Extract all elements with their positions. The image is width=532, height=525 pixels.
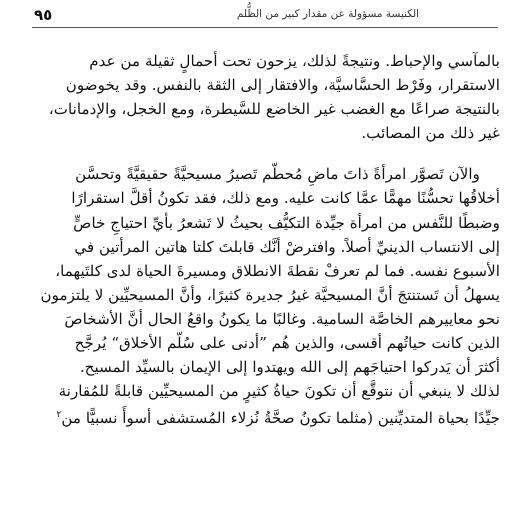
text-line-part: جيِّدًا بحياة المتديِّنين (مثلما تكونُ صحَّةُ نُزلاء المُستشفى أسوأَ نسبيًّا من [61, 409, 500, 428]
text-line: بالنتيجة صراعًا مع الغضب غير الخاضع للسَّيطرة، ومع الخجل، والإدمانات، [48, 100, 500, 119]
header-divider [32, 27, 498, 28]
text-line: بالمآسي والإحباط. ونتيجةً لذلك، يزحون تحت أحمالٍ ثقيلة من عدم [89, 52, 500, 70]
text-line: غير ذلك من المصائب. [361, 124, 500, 143]
text-line: يسهلُ أن تَستنتجَ أنَّ المسيحيَّة غيرُ جديرة كثيرًا، وأنَّ المسيحيِّين لا يلتزمون [40, 285, 500, 304]
footnote-marker: ٢ [56, 410, 62, 421]
text-line [32, 403, 500, 427]
text-line: أخلاقُها تحسُّنًا مهمًّا عمَّا كانت عليه. ومع ذلك، فقد تكونُ أقلَّ استقرارًا [71, 189, 500, 208]
text-line: إلى الانتساب الدينيِّ أصلاً. وافترضْ أنَّك قابلتَ كلتا هاتين المرأتين في [74, 237, 500, 256]
text-line: والآن تَصوَّر امرأةً ذاتَ ماضٍ مُحطَّم تَصيرُ مسيحيَّةً حقيقيَّةً وتحسَّن [75, 165, 480, 184]
paragraph-2 [32, 162, 500, 427]
page-number: ٩٥ [34, 6, 53, 24]
text-line: نحو معاييرهم الخاصَّة السامية. وغالبًا ما يكونُ واقعُ الحال أنَّ الأشخاصَ [64, 309, 500, 328]
text-line: أكثرَ أن يَدركوا احتياجَهم إلى الله ويهتدوا إلى الإيمان بالسيِّد المسيح. [79, 358, 500, 377]
text-line: لذلك لا ينبغي أن نتوقَّع أن تكونَ حياةُ كثيرٍ من المسيحيِّين قابلةً للمُقارنة [58, 382, 500, 401]
text-line: وضبطًا للنَّفس من امرأة جيِّدة التكيُّف بحيثُ لا تَشعرُ بأيِّ احتياجٍ خاصٍّ [73, 213, 500, 232]
paragraph-1 [32, 49, 500, 145]
text-line: الذين كانت حياتُهم أقسى، والذين هُم ”أدنى على سُلَّم الأخلاق“ يُرجَّح [74, 334, 500, 353]
page-body [32, 49, 500, 427]
text-line: الأسبوع نفسه. فما لم تعرفْ نقطةَ الانطلاق ومسيرةَ الحياة لدى كلتَيهما، [55, 261, 500, 280]
text-line: الاستقرار، وفَرْط الحسَّاسيَّة، والافتقار إلى الثقة بالنفس. وقد يخوضون [65, 76, 500, 95]
running-header: الكنيسة مسؤولة عن مقدار كبير من الظُّلم [236, 8, 420, 20]
